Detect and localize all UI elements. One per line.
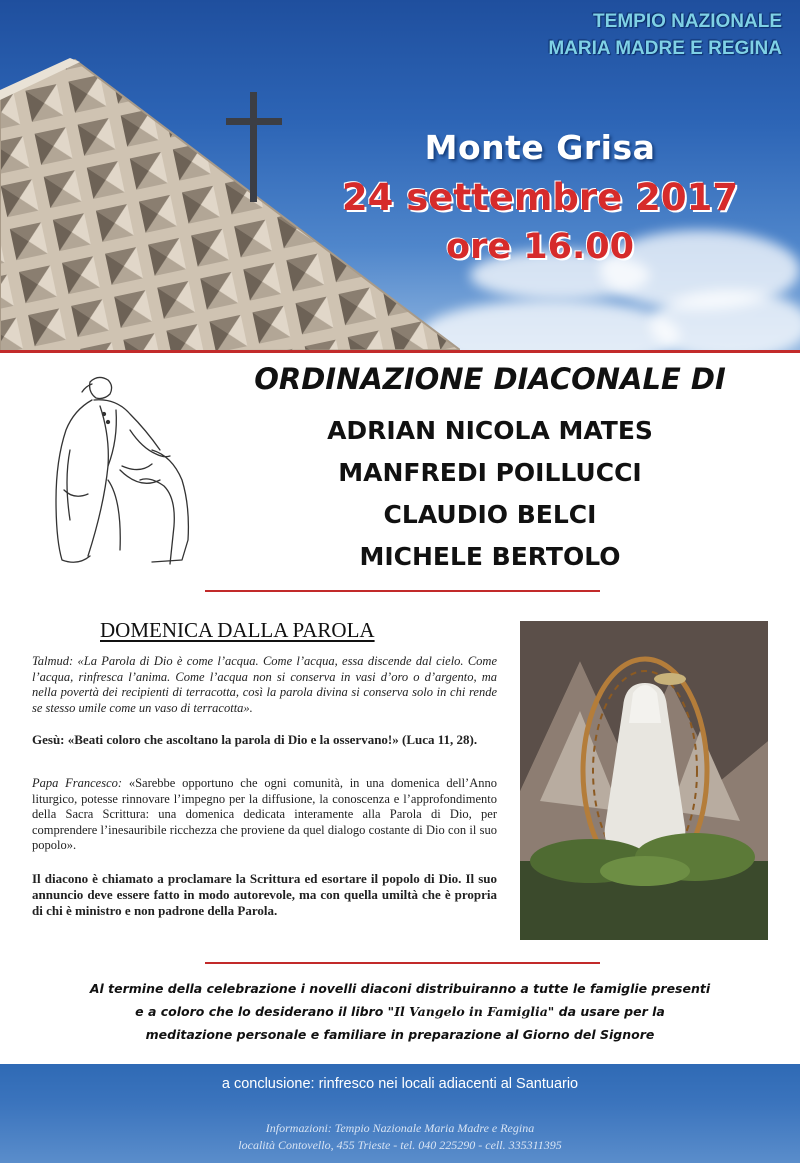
temple-name <box>548 8 782 62</box>
contact-info <box>0 1120 800 1154</box>
section-divider <box>205 962 600 964</box>
temple-name-line1: TEMPIO NAZIONALE <box>593 11 782 32</box>
deacon-names-list <box>250 410 730 578</box>
event-time: ore 16.00 <box>446 227 634 267</box>
event-place: Monte Grisa <box>424 128 656 167</box>
gospel-quote: Gesù: «Beati coloro che ascoltano la parola di Dio e la osservano!» (Luca 11, 28). <box>32 732 478 747</box>
contact-line: località Contovello, 455 Trieste - tel. 040 225290 - cell. 335311395 <box>238 1138 562 1152</box>
deacon-name: MICHELE BERTOLO <box>359 542 621 571</box>
contact-line: Informazioni: Tempio Nazionale Maria Madre e Regina <box>265 1121 535 1135</box>
header-banner <box>0 0 800 352</box>
cloud <box>650 290 800 352</box>
quote-author: Papa Francesco: <box>32 776 123 790</box>
deacon-name: MANFREDI POILLUCCI <box>338 458 642 487</box>
deacon-name: CLAUDIO BELCI <box>383 500 597 529</box>
madonna-statue-photo <box>520 621 768 940</box>
book-distribution-note <box>20 977 780 1046</box>
note-line: meditazione personale e familiare in preparazione al Giorno del Signore <box>145 1027 655 1042</box>
header-divider <box>0 350 800 353</box>
temple-name-line2: MARIA MADRE E REGINA <box>548 38 782 59</box>
section-title: DOMENICA DALLA PAROLA <box>100 618 375 642</box>
footer-band <box>0 1064 800 1163</box>
cross-icon <box>250 92 257 202</box>
pope-francis-quote <box>32 776 497 854</box>
quote-text: «Sarebbe opportuno che ogni comunità, in una domenica dell’Anno liturgico, potesse rinnovare l’impegno per la diffusione, la conoscenza e l’approfondimento della Sacra Scrittura: una domenica dedicata interamente alla Parola di Dio, per comprendere l’inesauribile ricchezza che proviene da quel dialogo costante di Dio con il suo popolo». <box>32 776 498 852</box>
ordination-title: ORDINAZIONE DIACONALE DI <box>254 362 726 396</box>
event-date: 24 settembre 2017 <box>341 176 739 219</box>
refreshment-note: a conclusione: rinfresco nei locali adiacenti al Santuario <box>221 1076 579 1092</box>
deacon-name: ADRIAN NICOLA MATES <box>327 416 653 445</box>
talmud-quote: Talmud: «La Parola di Dio è come l’acqua. Come l’acqua, essa discende dal cielo. Come l’acqua, rinfresca l’anima. Come l’acqua non si conserva in vasi d’oro o d’argento, ma nella povertà dei recipienti di terracotta, così la parola divina si conserva solo in chi rende se stesso umile come un vaso di terracotta». <box>32 654 497 715</box>
note-line: e a coloro che lo desiderano il libro "Il Vangelo in Famiglia" da usare per la <box>135 1004 665 1019</box>
deacon-paragraph: Il diacono è chiamato a proclamare la Scrittura ed esortare il popolo di Dio. Il suo annuncio deve essere fatto in modo autorevole, ma con quella umiltà che è propria di chi è ministro e non padrone della Parola. <box>32 871 497 918</box>
book-title: Il Vangelo in Famiglia <box>394 1004 548 1019</box>
section-divider <box>205 590 600 592</box>
note-line: Al termine della celebrazione i novelli diaconi distribuiranno a tutte le famiglie presenti <box>89 981 711 996</box>
kneeling-deacon-illustration <box>30 370 195 570</box>
